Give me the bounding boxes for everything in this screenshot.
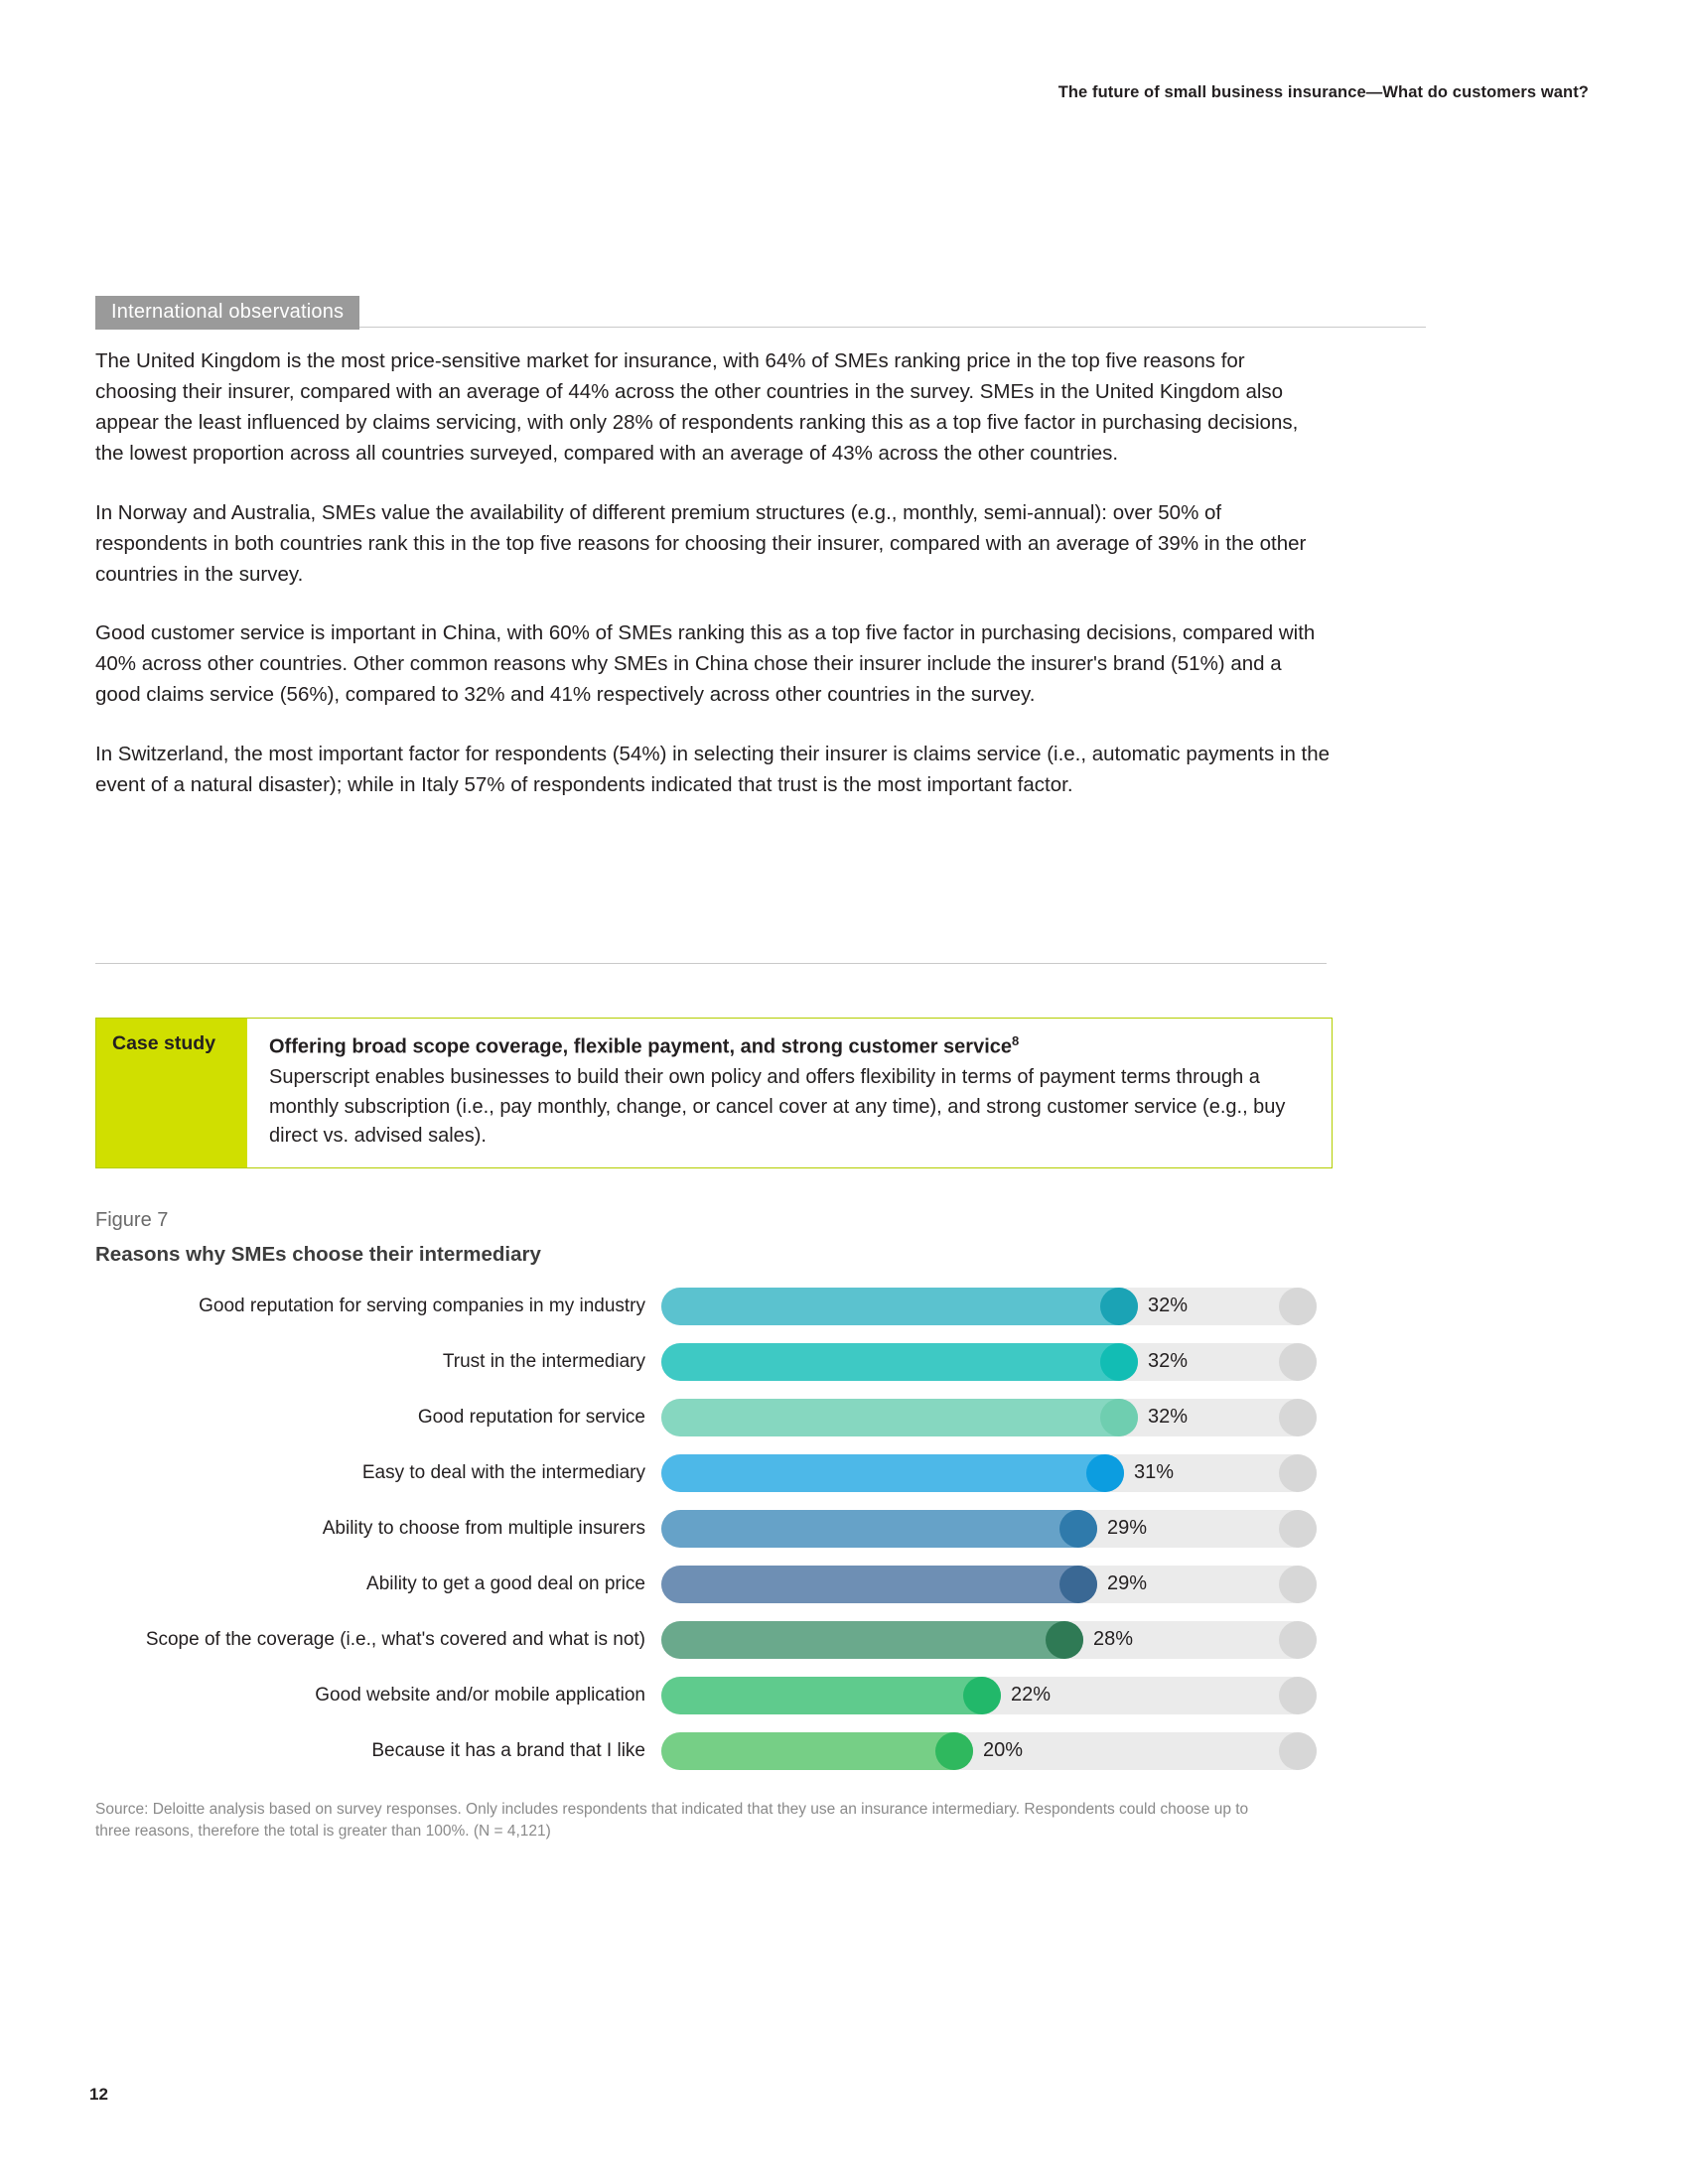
- chart-bar: [661, 1732, 973, 1770]
- chart-row: [95, 1501, 1333, 1557]
- paragraph-3: Good customer service is important in China, with 60% of SMEs ranking this as a top five factor in purchasing decisions, compared with 40% across other countries. Other common reasons why SMEs in China chose their insurer include the insurer's brand (51%) and a good claims service (56%), compared to 32% and 41% respectively across other countries in the survey.: [95, 621, 1316, 707]
- chart-track-end-knob: [1279, 1288, 1317, 1325]
- chart-bar: [661, 1343, 1138, 1381]
- running-head: The future of small business insurance—What do customers want?: [1057, 83, 1589, 101]
- case-study-box: [95, 1018, 1333, 1168]
- chart-category-label: Easy to deal with the intermediary: [361, 1461, 645, 1483]
- chart-track-end-knob: [1279, 1399, 1317, 1436]
- body-copy-divider: [95, 963, 1327, 964]
- section-heading-block: [95, 296, 1426, 330]
- case-study-footnote-marker: 8: [1012, 1033, 1020, 1048]
- chart-category-label: Trust in the intermediary: [442, 1350, 645, 1372]
- chart-bar-knob: [1100, 1343, 1138, 1381]
- bar-chart: [95, 1279, 1333, 1779]
- chart-category-label: Scope of the coverage (i.e., what's covered and what is not): [145, 1628, 645, 1650]
- chart-track-end-knob: [1279, 1566, 1317, 1603]
- figure-title: Reasons why SMEs choose their intermediary: [95, 1243, 541, 1266]
- chart-category-label: Because it has a brand that I like: [371, 1739, 645, 1761]
- case-study-body: [247, 1019, 1332, 1167]
- chart-bar: [661, 1454, 1124, 1492]
- chart-row: [95, 1668, 1333, 1723]
- chart-category-label: Good reputation for serving companies in my industry: [199, 1295, 645, 1316]
- chart-value-label: 31%: [1134, 1461, 1175, 1483]
- chart-bar-knob: [1046, 1621, 1083, 1659]
- chart-category-label: Ability to choose from multiple insurers: [322, 1517, 645, 1539]
- chart-category-label: Good reputation for service: [417, 1406, 645, 1428]
- case-study-label: Case study: [96, 1019, 247, 1167]
- section-heading-label: International observations: [95, 296, 359, 330]
- chart-bar: [661, 1510, 1097, 1548]
- chart-value-label: 28%: [1093, 1628, 1134, 1650]
- chart-value-label: 32%: [1148, 1406, 1189, 1428]
- page-number: 12: [89, 2085, 108, 2104]
- chart-row: [95, 1390, 1333, 1445]
- paragraph-1: The United Kingdom is the most price-sensitive market for insurance, with 64% of SMEs ranking price in the top five reasons for choosing their insurer, compared with an average of 44% across the other countries in the survey. SMEs in the United Kingdom also appear the least influenced by claims servicing, with only 28% of respondents ranking this as a top five factor in purchasing decisions, the lowest proportion across all countries surveyed, compared with an average of 43% across the other countries.: [95, 349, 1299, 466]
- paragraph-4: In Switzerland, the most important factor for respondents (54%) in selecting their insurer is claims service (i.e., automatic payments in the event of a natural disaster); while in Italy 57% of respondents indicated that trust is the most important factor.: [95, 742, 1331, 796]
- chart-row: [95, 1723, 1333, 1779]
- chart-track-end-knob: [1279, 1677, 1317, 1714]
- chart-row: [95, 1557, 1333, 1612]
- chart-track-wrapper: [661, 1510, 1333, 1548]
- chart-value-label: 20%: [983, 1739, 1024, 1761]
- chart-bar-knob: [963, 1677, 1001, 1714]
- chart-value-label: 32%: [1148, 1350, 1189, 1372]
- chart-track-end-knob: [1279, 1621, 1317, 1659]
- chart-row: [95, 1612, 1333, 1668]
- chart-track-wrapper: [661, 1677, 1333, 1714]
- chart-track-wrapper: [661, 1566, 1333, 1603]
- chart-value-label: 22%: [1011, 1684, 1052, 1706]
- chart-bar-knob: [1100, 1288, 1138, 1325]
- chart-value-label: 32%: [1148, 1295, 1189, 1316]
- chart-track-wrapper: [661, 1454, 1333, 1492]
- chart-track-wrapper: [661, 1621, 1333, 1659]
- case-study-title: [269, 1031, 1312, 1062]
- chart-track-wrapper: [661, 1732, 1333, 1770]
- chart-track-end-knob: [1279, 1343, 1317, 1381]
- chart-bar: [661, 1621, 1083, 1659]
- chart-row: [95, 1279, 1333, 1334]
- chart-track-wrapper: [661, 1343, 1333, 1381]
- chart-bar: [661, 1399, 1138, 1436]
- case-study-title-text: Offering broad scope coverage, flexible payment, and strong customer service: [269, 1035, 1013, 1058]
- case-study-description: Superscript enables businesses to build their own policy and offers flexibility in terms of payment terms through a monthly subscription (i.e., pay monthly, change, or cancel cover at any time), and strong customer service (e.g., buy direct vs. advised sales).: [269, 1066, 1286, 1148]
- chart-row: [95, 1334, 1333, 1390]
- chart-bar: [661, 1566, 1097, 1603]
- chart-value-label: 29%: [1107, 1517, 1148, 1539]
- figure-number: Figure 7: [95, 1209, 169, 1231]
- chart-bar-knob: [1059, 1566, 1097, 1603]
- chart-category-label: Ability to get a good deal on price: [366, 1572, 645, 1594]
- chart-track-end-knob: [1279, 1510, 1317, 1548]
- chart-bar: [661, 1288, 1138, 1325]
- chart-bar-knob: [935, 1732, 973, 1770]
- chart-value-label: 29%: [1107, 1572, 1148, 1594]
- figure-source-note: Source: Deloitte analysis based on survey responses. Only includes respondents that indicated that they use an insurance intermediary. Respondents could choose up to three reasons, therefore the total is greater than 100%. (N = 4,121): [95, 1801, 1249, 1841]
- chart-bar-knob: [1086, 1454, 1124, 1492]
- chart-bar-knob: [1059, 1510, 1097, 1548]
- paragraph-2: In Norway and Australia, SMEs value the availability of different premium structures (e.g., monthly, semi-annual): over 50% of respondents in both countries rank this in the top five reasons for choosing their insurer, compared with an average of 39% in the other countries in the survey.: [95, 500, 1307, 586]
- chart-track-wrapper: [661, 1399, 1333, 1436]
- body-copy: [95, 345, 1332, 800]
- chart-bar: [661, 1677, 1001, 1714]
- chart-track-wrapper: [661, 1288, 1333, 1325]
- chart-track-end-knob: [1279, 1732, 1317, 1770]
- chart-track-end-knob: [1279, 1454, 1317, 1492]
- chart-bar-knob: [1100, 1399, 1138, 1436]
- chart-row: [95, 1445, 1333, 1501]
- chart-category-label: Good website and/or mobile application: [315, 1684, 645, 1706]
